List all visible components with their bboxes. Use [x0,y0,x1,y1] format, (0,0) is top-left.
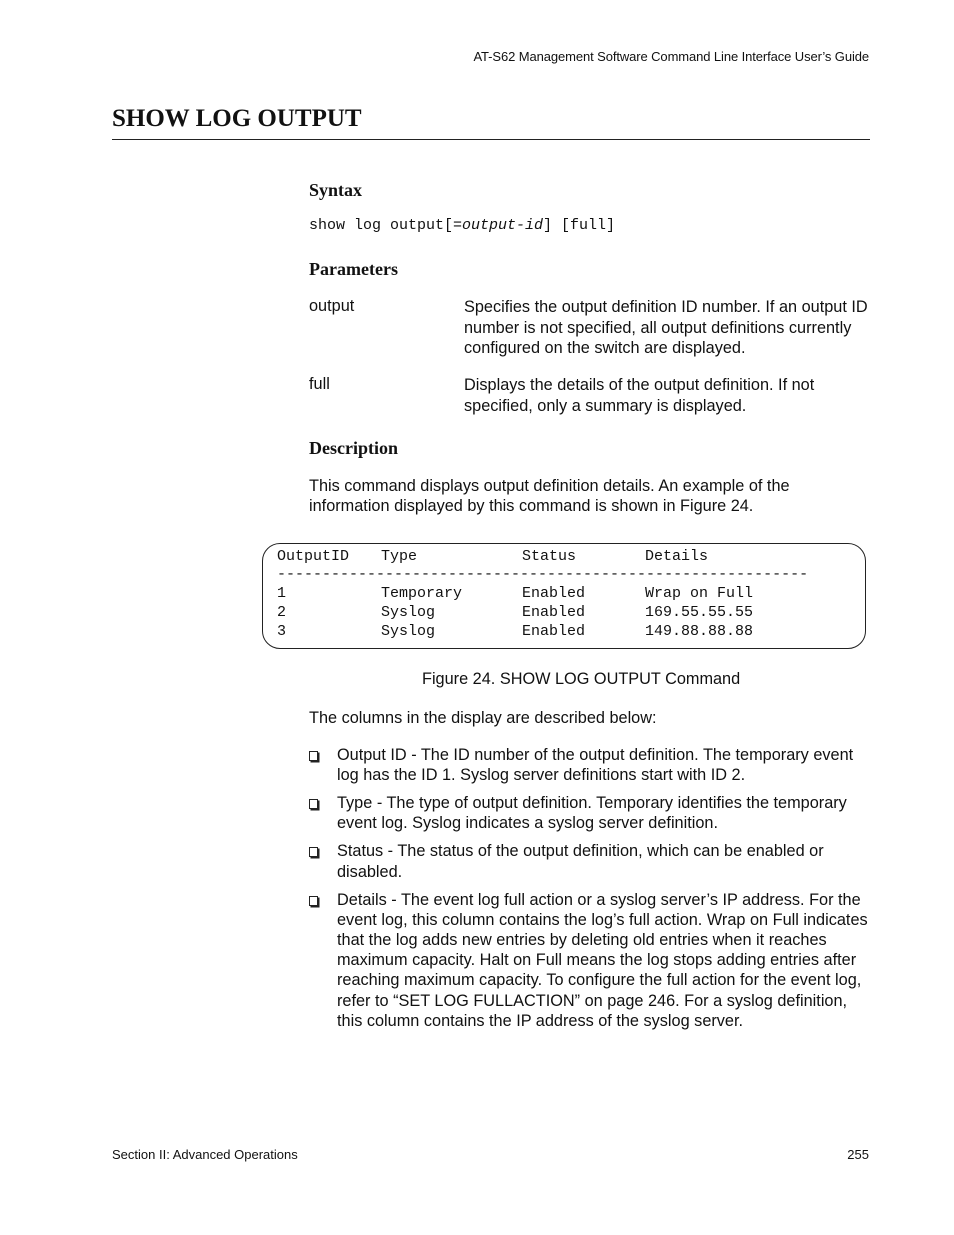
description-text: This command displays output definition details. An example of the information displayed by this command is shown in Figure 24. [309,477,790,516]
output-separator: ----------------------------------------------------------- [277,566,809,583]
output-row-3-details: 149.88.88.88 [645,623,754,640]
page-title: SHOW LOG OUTPUT [112,105,362,132]
page-number: 255 [847,1147,869,1162]
output-row-1-type: Temporary [381,585,463,602]
list-item [309,890,869,1031]
output-row-2-type: Syslog [381,604,436,621]
list-item-text: Details - The event log full action or a syslog server’s IP address. For the event log, this column contains the log’s full action. Wrap on Full indicates that the log adds new entries by deleting old entries when it reaches maximum capacity. Halt on Full means the log stops adding entries after reaching maximum capacity. To configure the full action for the event log, refer to “SET LOG FULLACTION” on page 246. For a syslog definition, this column contains the IP address of the syslog server. [337,890,868,1030]
output-row-3-id: 3 [277,623,287,640]
output-header-details: Details [645,548,709,565]
list-item [309,841,869,881]
output-row-1-status: Enabled [522,585,586,602]
output-row-2-status: Enabled [522,604,586,621]
syntax-suffix: ] [full] [543,217,616,234]
param-name-output: output [309,297,355,315]
description-heading: Description [309,438,398,458]
param-name-full: full [309,375,330,393]
checkbox-bullet-icon [309,751,318,761]
output-row-2-id: 2 [277,604,287,621]
syntax-command [309,217,615,234]
output-row-3-type: Syslog [381,623,436,640]
output-row-2-details: 169.55.55.55 [645,604,754,621]
syntax-prefix: show log output[= [309,217,463,234]
list-item-text: Status - The status of the output definition, which can be enabled or disabled. [337,842,824,881]
output-row-3-status: Enabled [522,623,586,640]
list-item [309,745,869,785]
checkbox-bullet-icon [309,847,318,857]
footer-section: Section II: Advanced Operations [112,1147,298,1162]
syntax-heading: Syntax [309,180,363,200]
columns-intro: The columns in the display are described below: [309,709,657,727]
param-desc-full: Displays the details of the output definition. If not specified, only a summary is displayed. [464,376,815,415]
checkbox-bullet-icon [309,799,318,809]
figure-caption: Figure 24. SHOW LOG OUTPUT Command [422,670,741,688]
output-header-type: Type [381,548,418,565]
syntax-param: output-id [462,217,544,234]
list-item-text: Type - The type of output definition. Temporary identifies the temporary event log. Syslog indicates a syslog server definition. [337,794,847,833]
param-desc-output: Specifies the output definition ID number. If an output ID number is not specified, all output definitions currently configured on the switch are displayed. [464,298,868,357]
output-header-status: Status [522,548,577,565]
output-row-1-details: Wrap on Full [645,585,754,602]
column-description-list [309,745,869,1039]
output-row-1-id: 1 [277,585,287,602]
list-item-text: Output ID - The ID number of the output definition. The temporary event log has the ID 1. Syslog server definitions start with ID 2. [337,746,854,785]
parameters-heading: Parameters [309,259,398,279]
list-item [309,793,869,833]
title-divider [112,139,870,140]
output-header-outputid: OutputID [277,548,350,565]
running-header: AT-S62 Management Software Command Line Interface User’s Guide [473,49,869,64]
checkbox-bullet-icon [309,896,318,906]
